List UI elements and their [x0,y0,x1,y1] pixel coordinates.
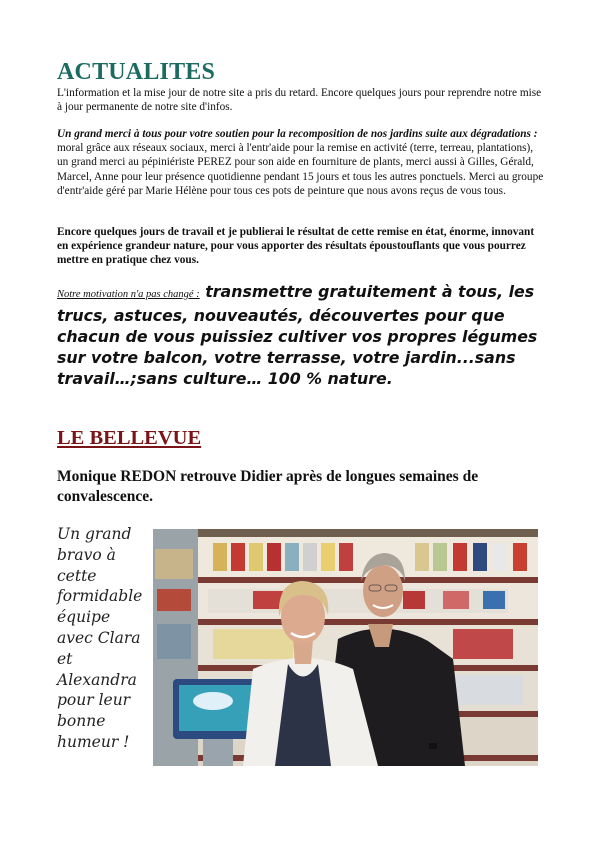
shop-photo [153,529,538,766]
bellevue-subtitle: Monique REDON retrouve Didier après de longues semaines de convalescence. [57,468,479,505]
motivation-text: transmettre gratuitement à tous, les trucs, astuces, nouveautés, découvertes pour que chacun de vous puissiez cultiver vos propres légumes sur votre balcon, votre terrasse, votre jardin...sans travail…;sans culture… 100 % nature. [57,282,538,388]
work-note-paragraph: Encore quelques jours de travail et je publierai le résultat de cette remise en état, énorme, innovant en expérience grandeur nature, pour vous apporter des résultats époustouflants que vous pourrez mettre en pratique chez vous. [57,226,535,267]
shop-photo-illustration [153,529,538,766]
thanks-paragraph [57,127,547,198]
motivation-label: Notre motivation n'a pas changé : [57,289,200,300]
photo-caption: Un grand bravo à cette formidable équipe avec Clara et Alexandra pour leur bonne humeur ! [57,525,143,751]
bellevue-heading: LE BELLEVUE [57,427,202,449]
motivation-paragraph [57,281,549,389]
thanks-body: moral grâce aux réseaux sociaux, merci à l'entr'aide pour la remise en activité (terre, terreau, plantations), un grand merci au pépiniériste PEREZ pour son aide en fourniture de plants, merci aussi à Gilles, Gérald, Marcel, Anne pour leur présence quotidienne pendant 15 jours et tous les autres ponctuels. Merci au groupe d'entr'aide géré par Marie Hélène pour tous ces pots de peinture que nous avons reçus de vous tous. [57,142,544,197]
actualites-heading: ACTUALITES [57,59,216,85]
thanks-lead: Un grand merci à tous pour votre soutien pour la recomposition de nos jardins suite aux dégradations : [57,128,538,140]
intro-paragraph: L'information et la mise jour de notre site a pris du retard. Encore quelques jours pour reprendre notre mise à jour permanente de notre site d'infos. [57,87,542,114]
